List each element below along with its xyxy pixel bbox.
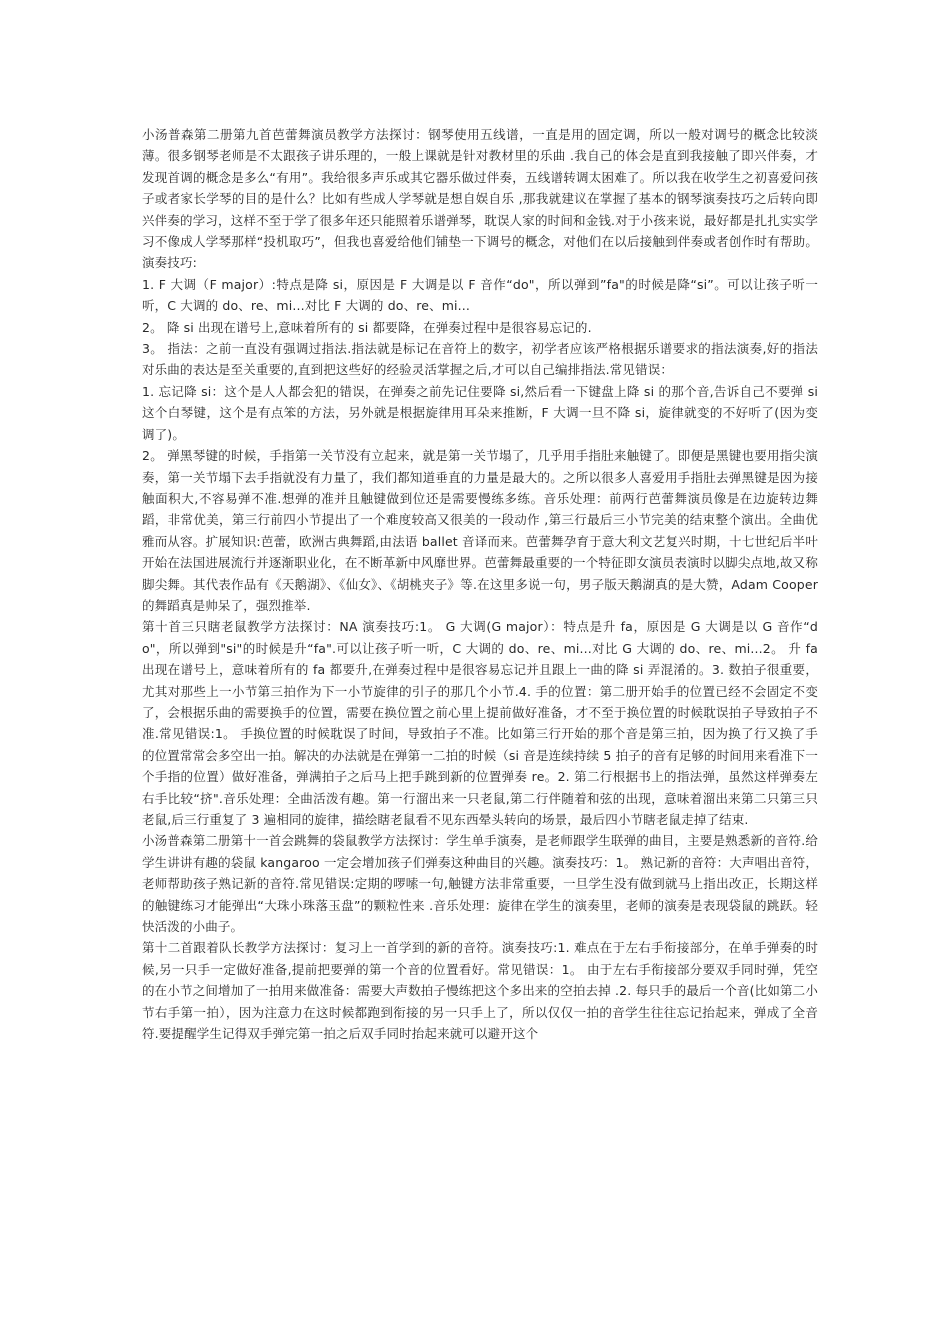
paragraph-black-keys-ballet: 2。 弹黑琴键的时候，手指第一关节没有立起来，就是第一关节塌了，几乎用手指肚来触键了。即便是黑键也要用指尖演奏，第一关节塌下去手指就没有力量了，我们都知道垂直的力量是最大的。之所以很多人喜爱用手指肚去弹黑键是因为接触面积大,不容易弹不准.想弹的准并且触键做到位还是需要慢练多练。音乐处理：前两行芭蕾舞演员像是在边旋转边舞蹈，非常优美，第三行前四小节提出了一个难度较高又很美的一段动作 ,第三行最后三小节完美的结束整个演出。全曲优雅而从容。扩展知识:芭蕾，欧洲古典舞蹈,由法语 ballet 音译而来。芭蕾舞孕育于意大利文艺复兴时期，十七世纪后半叶开始在法国进展流行并逐渐职业化，在不断革新中风靡世界。芭蕾舞最重要的一个特征即女演员表演时以脚尖点地,故又称脚尖舞。其代表作品有《天鹅湖》、《仙女》、《胡桃夹子》等.在这里多说一句，男子版天鹅湖真的是大赞，Adam Cooper 的舞蹈真是帅呆了，强烈推举.: [142, 448, 818, 613]
paragraph-lesson-10-three-blind-mice: 第十首三只瞎老鼠教学方法探讨：NA 演奏技巧:1。 G 大调(G major）：特点是升 fa，原因是 G 大调是以 G 音作“do"，所以弹到"si"的时候是升“fa".可以让孩子听一听，C 大调的 do、re、mi...对比 G 大调的 do、re、mi...2。 升 fa 出现在谱号上，意味着所有的 fa 都要升,在弹奏过程中是很容易忘记并且跟上一曲的降 si 弄混淆的。3. 数拍子很重要，尤其对那些上一小节第三拍作为下一小节旋律的引子的那几个小节.4. 手的位置：第二册开始手的位置已经不会固定不变了，会根据乐曲的需要换手的位置，需要在换位置之前心里上提前做好准备，才不至于换位置的时候耽误拍子导致拍子不准.常见错误:1。 手换位置的时候耽误了时间，导致拍子不准。比如第三行开始的那个音是第三拍，因为换了行又换了手的位置常常会多空出一拍。解决的办法就是在弹第一二拍的时候（si 音是连续持续 5 拍子的音有足够的时间用来看准下一个手指的位置）做好准备，弹满拍子之后马上把手跳到新的位置弹奏 re。2. 第二行根据书上的指法弹，虽然这样弹奏左右手比较“挤".音乐处理：全曲活泼有趣。第一行溜出来一只老鼠,第二行伴随着和弦的出现，意味着溜出来第二只第三只老鼠,后三行重复了 3 遍相同的旋律，描绘瞎老鼠看不见东西晕头转向的场景，最后四小节瞎老鼠走掉了结束.: [142, 619, 818, 827]
paragraph-f-major: 1. F 大调（F major）:特点是降 si，原因是 F 大调是以 F 音作“do"，所以弹到”fa"的时候是降“si”。可以让孩子听一听，C 大调的 do、re、mi...对比 F 大调的 do、re、mi...: [142, 276, 818, 314]
paragraph-intro-lesson-9: 小汤普森第二册第九首芭蕾舞演员教学方法探讨：钢琴使用五线谱，一直是用的固定调，所以一般对调号的概念比较淡薄。很多钢琴老师是不太跟孩子讲乐理的，一般上课就是针对教材里的乐曲 .我自己的体会是直到我接触了即兴伴奏，才发现首调的概念是多么“有用”。我给很多声乐或其它器乐做过伴奏，五线谱转调太困难了。所以我在收学生之初喜爱问孩子或者家长学琴的目的是什么？比如有些成人学琴就是想自娱自乐 ,那我就建议在掌握了基本的钢琴演奏技巧之后转向即兴伴奏的学习，这样不至于学了很多年还只能照着乐谱弹琴，耽误人家的时间和金钱.对于小孩来说，最好都是扎扎实实学习不像成人学琴那样“投机取巧”，但我也喜爱给他们铺垫一下调号的概念，对他们在以后接触到伴奏或者创作时有帮助。演奏技巧:: [142, 127, 818, 271]
paragraph-lesson-12-follow-leader: 第十二首跟着队长教学方法探讨：复习上一首学到的新的音符。演奏技巧:1. 难点在于左右手衔接部分，在单手弹奏的时候,另一只手一定做好准备,提前把要弹的第一个音的位置看好。常见错误：1。 由于左右手衔接部分要双手同时弹，凭空的在小节之间增加了一拍用来做准备：需要大声数拍子慢练把这个多出来的空拍去掉 .2. 每只手的最后一个音(比如第二小节右手第一拍），因为注意力在这时候都跑到衔接的另一只手上了，所以仅仅一拍的音学生往往忘记抬起来，弹成了全音符.要提醒学生记得双手弹完第一拍之后双手同时抬起来就可以避开这个: [142, 940, 818, 1042]
paragraph-lesson-11-kangaroo: 小汤普森第二册第十一首会跳舞的袋鼠教学方法探讨：学生单手演奏，是老师跟学生联弹的曲目，主要是熟悉新的音符.给学生讲讲有趣的袋鼠 kangaroo 一定会增加孩子们弹奏这种曲目的兴趣。演奏技巧：1。 熟记新的音符：大声唱出音符，老师帮助孩子熟记新的音符.常见错误:定期的啰嗦一句,触键方法非常重要，一旦学生没有做到就马上指出改正，长期这样的触键练习才能弹出“大珠小珠落玉盘”的颗粒性来 .音乐处理：旋律在学生的演奏里，老师的演奏是表现袋鼠的跳跃。轻快活泼的小曲子。: [142, 833, 818, 935]
paragraph-flat-si: 2。 降 si 出现在谱号上,意味着所有的 si 都要降，在弹奏过程中是很容易忘记的.: [142, 319, 592, 335]
document-page: [142, 124, 818, 1044]
paragraph-error-forget-flat: 1. 忘记降 si：这个是人人都会犯的错误，在弹奏之前先记住要降 si,然后看一下键盘上降 si 的那个音,告诉自己不要弹 si 这个白琴键，这个是有点笨的方法，另外就是根据旋律用耳朵来推断，F 大调一旦不降 si，旋律就变的不好听了(因为变调了)。: [142, 383, 818, 442]
paragraph-fingering: 3。 指法：之前一直没有强调过指法.指法就是标记在音符上的数字，初学者应该严格根据乐谱要求的指法演奏,好的指法对乐曲的表达是至关重要的,直到把这些好的经验灵活掌握之后,才可以自己编排指法.常见错误：: [142, 341, 818, 378]
